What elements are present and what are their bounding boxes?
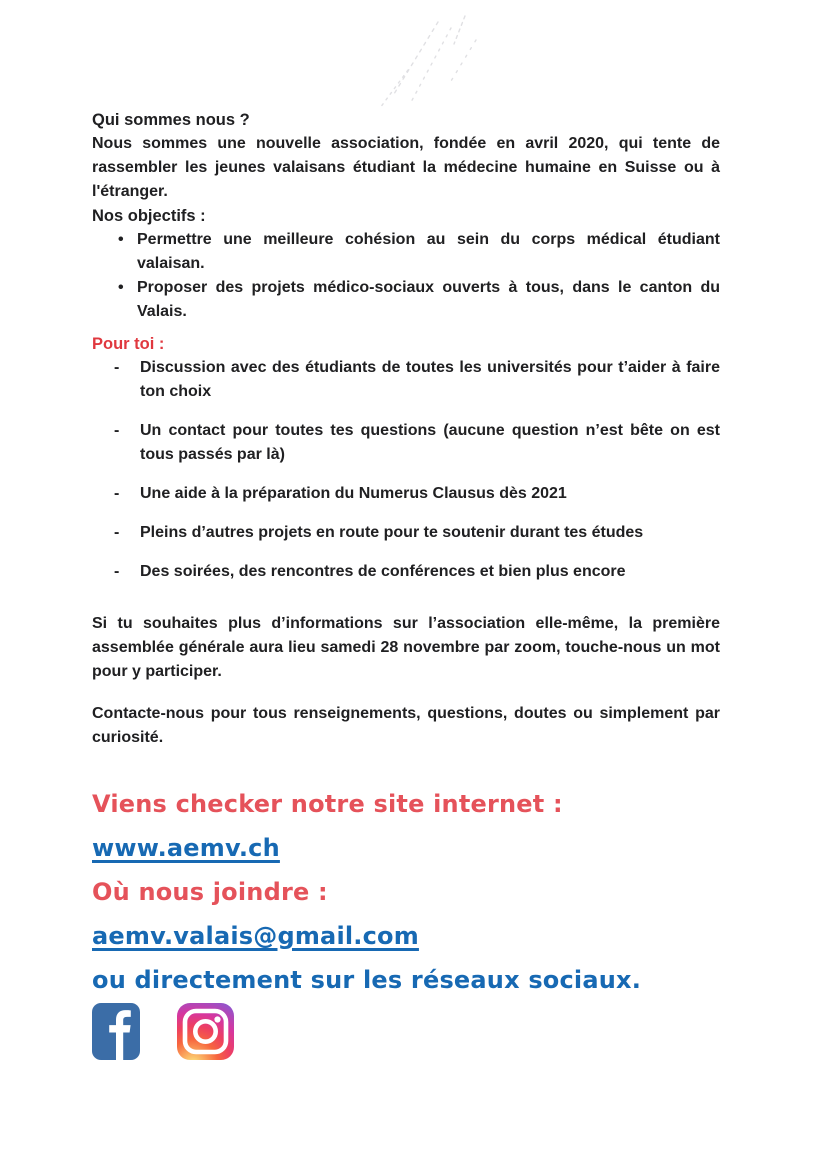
document-content [92, 108, 720, 1060]
list-item [114, 482, 720, 506]
website-link[interactable]: www.aemv.ch [92, 834, 280, 862]
pour-toi-item-text: Un contact pour toutes tes questions (aucune question n’est bête on est tous passés par là) [140, 422, 720, 463]
social-line: ou directement sur les réseaux sociaux. [92, 966, 642, 994]
objective-item-text: Proposer des projets médico-sociaux ouverts à tous, dans le canton du Valais. [137, 279, 720, 320]
instagram-camera-glyph [177, 1003, 234, 1060]
dash-marker: - [114, 422, 120, 439]
objectives-heading: Nos objectifs : [92, 207, 206, 225]
pour-toi-list [92, 356, 720, 584]
bullet-marker: • [118, 231, 124, 248]
objective-item-text: Permettre une meilleure cohésion au sein du corps médical étudiant valaisan. [137, 231, 720, 272]
list-item [114, 521, 720, 545]
facebook-f-glyph [92, 1003, 140, 1060]
contact-invite-paragraph: Contacte-nous pour tous renseignements, questions, doutes ou simplement par curiosité. [92, 705, 720, 746]
website-line [92, 834, 720, 862]
dash-marker: - [114, 359, 120, 376]
objectives-list [92, 228, 720, 324]
intro-paragraph: Nous sommes une nouvelle association, fondée en avril 2020, qui tente de rassembler les jeunes valaisans étudiant la médecine humaine en Suisse ou à l'étranger. [92, 135, 720, 200]
contact-section [92, 790, 720, 1060]
list-item [114, 356, 720, 404]
assembly-info-paragraph: Si tu souhaites plus d’informations sur l’association elle-même, la première assemblée générale aura lieu samedi 28 novembre par zoom, touche-nous un mot pour y participer. [92, 615, 720, 680]
dash-marker: - [114, 563, 120, 580]
section-title-qui-sommes-nous: Qui sommes nous ? [92, 111, 250, 129]
dash-marker: - [114, 524, 120, 541]
pour-toi-item-text: Des soirées, des rencontres de conférences et bien plus encore [140, 563, 626, 580]
pour-toi-item-text: Pleins d’autres projets en route pour te soutenir durant tes études [140, 524, 644, 541]
instagram-icon[interactable] [177, 1003, 234, 1060]
facebook-icon[interactable] [92, 1003, 140, 1060]
list-item [118, 276, 720, 324]
list-item [114, 419, 720, 467]
pour-toi-heading: Pour toi : [92, 335, 165, 353]
pour-toi-item-text: Une aide à la préparation du Numerus Clausus dès 2021 [140, 485, 567, 502]
email-link[interactable]: aemv.valais@gmail.com [92, 922, 419, 950]
list-item [118, 228, 720, 276]
list-item [114, 560, 720, 584]
bullet-marker: • [118, 279, 124, 296]
reach-heading: Où nous joindre : [92, 878, 328, 906]
pour-toi-item-text: Discussion avec des étudiants de toutes les universités pour t’aider à faire ton choix [140, 359, 720, 400]
scan-artifact [350, 12, 500, 122]
email-line [92, 922, 720, 950]
social-icons-row [92, 1003, 720, 1060]
website-heading: Viens checker notre site internet : [92, 790, 563, 818]
dash-marker: - [114, 485, 120, 502]
